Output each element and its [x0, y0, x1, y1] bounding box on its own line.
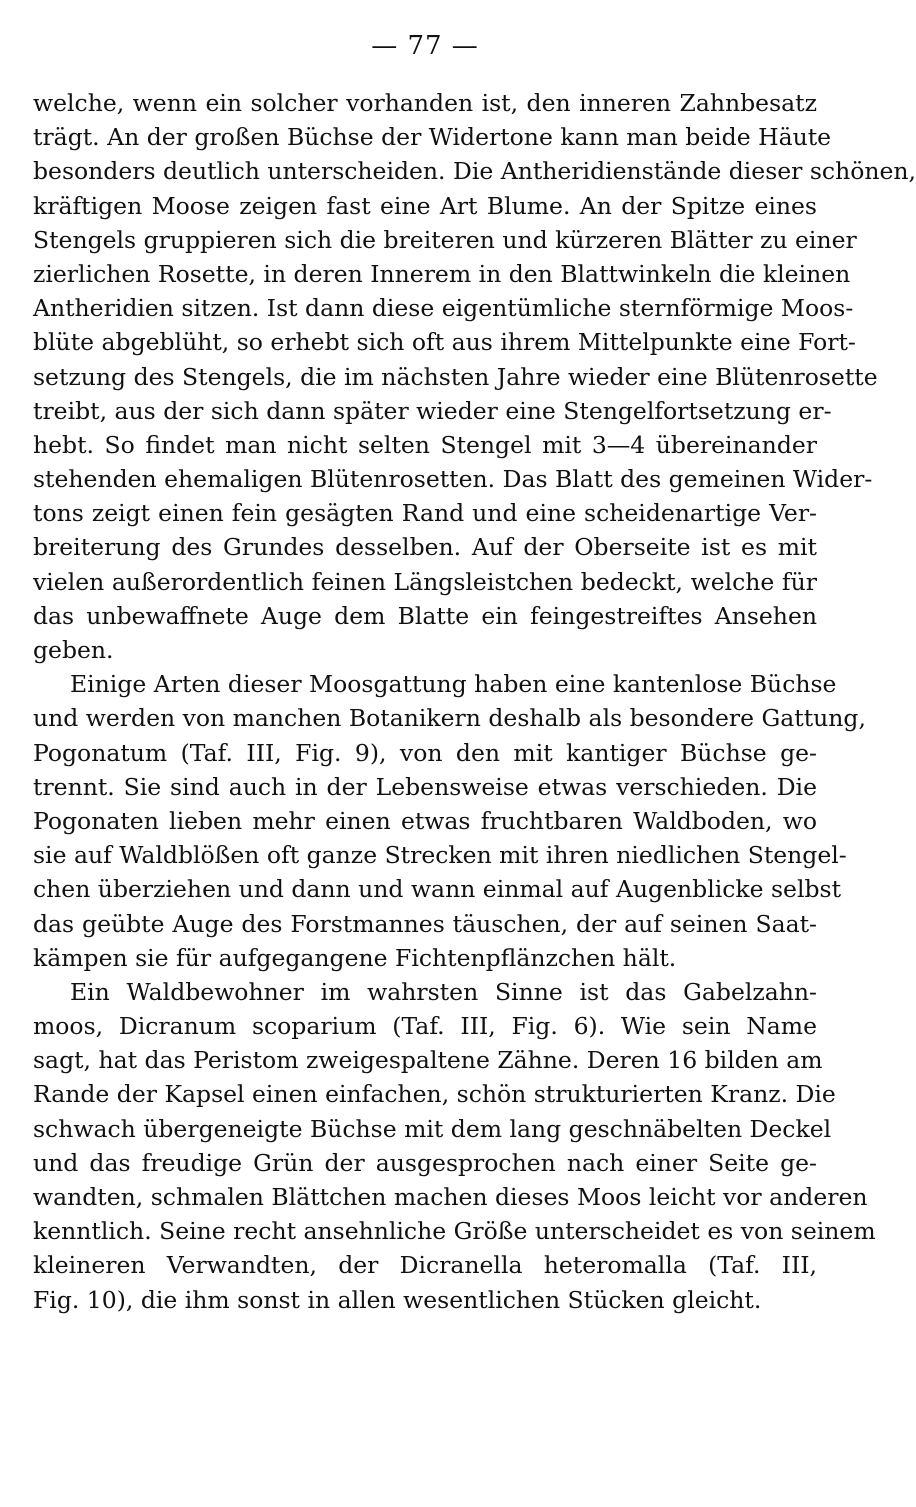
text-line: und das freudige Grün der ausgesprochen nach einer Seite ge-: [33, 1148, 817, 1177]
text-line: Rande der Kapsel einen einfachen, schön strukturierten Kranz. Die: [33, 1080, 836, 1109]
text-line: das unbewaffnete Auge dem Blatte ein feingestreiftes Ansehen: [33, 601, 817, 630]
paragraph-start-line: Ein Waldbewohner im wahrsten Sinne ist das Gabelzahn-: [70, 977, 817, 1006]
page-number: — 77 —: [371, 31, 479, 61]
text-line: wandten, schmalen Blättchen machen dieses Moos leicht vor anderen: [33, 1183, 868, 1211]
text-line: schwach übergeneigte Büchse mit dem lang geschnäbelten Deckel: [33, 1114, 832, 1143]
text-line: welche, wenn ein solcher vorhanden ist, den inneren Zahnbesatz: [33, 89, 817, 117]
text-line: und werden von manchen Botanikern deshalb als besondere Gattung,: [33, 704, 866, 733]
text-line: setzung des Stengels, die im nächsten Jahre wieder eine Blütenrosette: [33, 362, 878, 391]
text-line: kämpen sie für aufgegangene Fichtenpflänzchen hält.: [33, 943, 677, 972]
text-line: sie auf Waldblößen oft ganze Strecken mit ihren niedlichen Stengel-: [33, 841, 847, 870]
text-line: zierlichen Rosette, in deren Innerem in den Blattwinkeln die kleinen: [33, 259, 851, 288]
text-line: Pogonaten lieben mehr einen etwas fruchtbaren Waldboden, wo: [33, 806, 817, 835]
text-line: tons zeigt einen fein gesägten Rand und eine scheidenartige Ver-: [33, 499, 817, 528]
text-line: moos, Dicranum scoparium (Taf. III, Fig. 6). Wie sein Name: [33, 1012, 817, 1041]
text-line: treibt, aus der sich dann später wieder eine Stengelfortsetzung er-: [33, 396, 832, 425]
paragraph-start-line: Einige Arten dieser Moosgattung haben eine kantenlose Büchse: [70, 670, 837, 699]
text-line: trennt. Sie sind auch in der Lebensweise etwas verschieden. Die: [33, 772, 817, 801]
text-line: vielen außerordentlich feinen Längsleistchen bedeckt, welche für: [33, 567, 817, 596]
text-line: Stengels gruppieren sich die breiteren und kürzeren Blätter zu einer: [33, 225, 857, 254]
text-line: Fig. 10), die ihm sonst in allen wesentlichen Stücken gleicht.: [33, 1285, 762, 1314]
text-line: blüte abgeblüht, so erhebt sich oft aus ihrem Mittelpunkte eine Fort-: [33, 328, 856, 357]
text-line: Antheridien sitzen. Ist dann diese eigentümliche sternförmige Moos-: [33, 294, 854, 323]
text-line: stehenden ehemaligen Blütenrosetten. Das Blatt des gemeinen Wider-: [33, 465, 873, 494]
text-line: Pogonatum (Taf. III, Fig. 9), von den mit kantiger Büchse ge-: [33, 738, 817, 767]
text-line: kräftigen Moose zeigen fast eine Art Blume. An der Spitze eines: [33, 191, 817, 220]
text-line: sagt, hat das Peristom zweigespaltene Zähne. Deren 16 bilden am: [33, 1046, 823, 1075]
text-line: das geübte Auge des Forstmannes täuschen, der auf seinen Saat-: [33, 909, 817, 938]
text-line: kleineren Verwandten, der Dicranella heteromalla (Taf. III,: [33, 1251, 817, 1280]
text-line: besonders deutlich unterscheiden. Die Antheridienstände dieser schönen,: [33, 157, 916, 186]
text-line: hebt. So findet man nicht selten Stengel mit 3—4 übereinander: [33, 430, 817, 459]
text-line: trägt. An der großen Büchse der Widertone kann man beide Häute: [33, 123, 832, 152]
text-line: chen überziehen und dann und wann einmal auf Augenblicke selbst: [33, 875, 842, 904]
text-line: kenntlich. Seine recht ansehnliche Größe unterscheidet es von seinem: [33, 1217, 876, 1246]
text-line: geben.: [33, 636, 114, 664]
text-line: breiterung des Grundes desselben. Auf der Oberseite ist es mit: [33, 533, 817, 562]
body-text: [33, 86, 916, 1317]
